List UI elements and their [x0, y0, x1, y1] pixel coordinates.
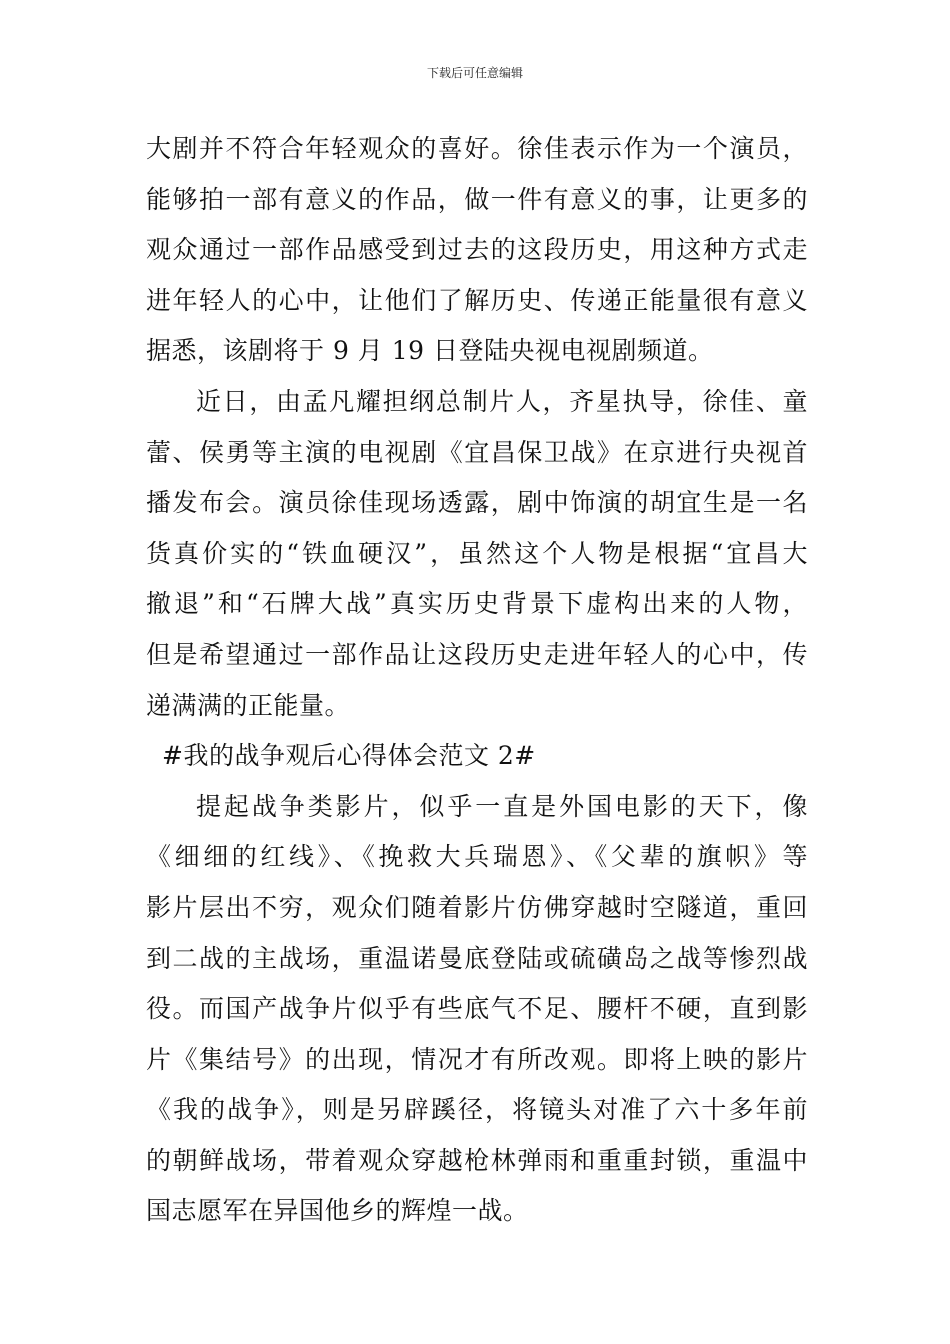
text-line: 《细细的红线》、《挽救大兵瑞恩》、《父辈的旗帜》等: [146, 842, 808, 872]
text-line: 大剧并不符合年轻观众的喜好。徐佳表示作为一个演员，: [146, 134, 808, 163]
text-line: 到二战的主战场，重温诺曼底登陆或硫磺岛之战等惨烈战: [146, 943, 808, 973]
text-line: 递满满的正能量。: [146, 690, 351, 720]
text-line: 影片层出不穷，观众们随着影片仿佛穿越时空隧道，重回: [146, 892, 808, 922]
heading-line: #我的战争观后心得体会范文 2#: [162, 741, 536, 771]
text-line: 观众通过一部作品感受到过去的这段历史，用这种方式走: [146, 235, 808, 265]
text-line: 蕾、侯勇等主演的电视剧《宜昌保卫战》在京进行央视首: [146, 437, 808, 467]
text-line: 能够拍一部有意义的作品，做一件有意义的事，让更多的: [146, 184, 808, 214]
paragraph-2: [146, 377, 808, 731]
text-line: 片《集结号》的出现，情况才有所改观。即将上映的影片: [146, 1044, 808, 1074]
paragraph-1: [146, 124, 808, 377]
text-line: 据悉，该剧将于 9 月 19 日登陆央视电视剧频道。: [146, 336, 714, 366]
text-line: 国志愿军在异国他乡的辉煌一战。: [146, 1196, 529, 1226]
text-line: 货真价实的“铁血硬汉”，虽然这个人物是根据“宜昌大: [146, 538, 808, 568]
body-text: [146, 124, 808, 1237]
text-line: 撤退”和“石牌大战”真实历史背景下虚构出来的人物，: [146, 589, 808, 619]
text-line: 进年轻人的心中，让他们了解历史、传递正能量很有意义: [146, 285, 808, 315]
paragraph-3: [146, 782, 808, 1237]
page-header: 下载后可任意编辑: [426, 66, 523, 80]
text-line: 近日，由孟凡耀担纲总制片人，齐星执导，徐佳、童: [196, 386, 808, 416]
section-heading: [146, 731, 808, 782]
text-line: 但是希望通过一部作品让这段历史走进年轻人的心中，传: [146, 639, 808, 669]
text-line: 役。而国产战争片似乎有些底气不足、腰杆不硬，直到影: [146, 994, 808, 1024]
text-line: 《我的战争》，则是另辟蹊径，将镜头对准了六十多年前: [146, 1095, 808, 1125]
text-line: 的朝鲜战场，带着观众穿越枪林弹雨和重重封锁，重温中: [146, 1145, 808, 1175]
text-line: 提起战争类影片，似乎一直是外国电影的天下，像: [196, 791, 808, 821]
text-line: 播发布会。演员徐佳现场透露，剧中饰演的胡宜生是一名: [146, 488, 808, 518]
